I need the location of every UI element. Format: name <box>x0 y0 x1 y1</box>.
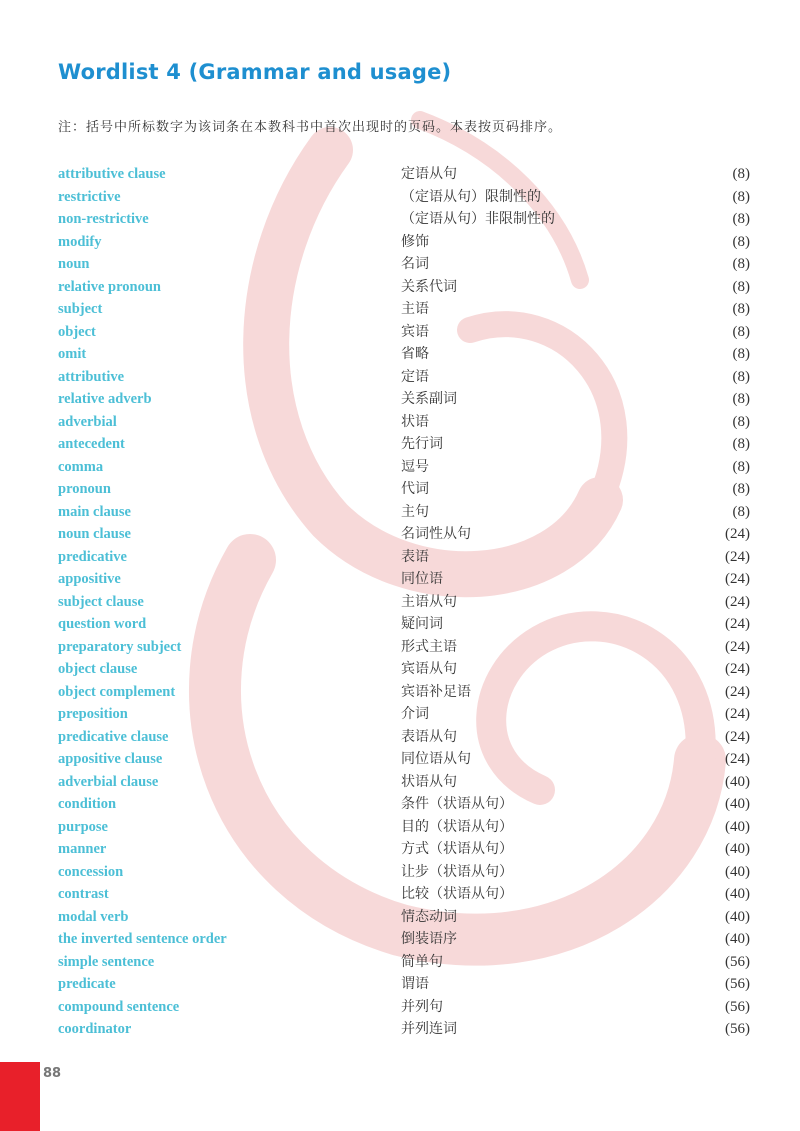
wordlist-row <box>58 681 750 704</box>
term-english: noun clause <box>58 526 131 542</box>
term-english: attributive clause <box>58 166 166 182</box>
term-chinese: 状语从句 <box>401 773 457 790</box>
wordlist-row <box>58 703 750 726</box>
wordlist-row <box>58 906 750 929</box>
wordlist-row <box>58 366 750 389</box>
wordlist-row <box>58 928 750 951</box>
term-page: (56) <box>725 998 750 1015</box>
term-english: adverbial <box>58 413 117 430</box>
page-number: 88 <box>43 1066 62 1081</box>
term-page: (8) <box>732 503 750 520</box>
term-page: (24) <box>725 706 750 722</box>
term-english: purpose <box>58 818 108 835</box>
term-page: (8) <box>732 256 750 272</box>
term-chinese: 名词 <box>401 256 429 272</box>
term-page: (8) <box>732 166 750 182</box>
term-page: (24) <box>725 593 750 610</box>
term-english: attributive <box>58 368 125 385</box>
term-english: pronoun <box>58 481 111 497</box>
term-chinese: 疑问词 <box>401 616 443 632</box>
wordlist-row <box>58 433 750 456</box>
wordlist-row <box>58 816 750 839</box>
wordlist-row <box>58 276 750 299</box>
term-chinese: 名词性从句 <box>401 526 471 542</box>
term-chinese: 简单句 <box>401 953 443 970</box>
term-chinese: 并列句 <box>401 998 443 1015</box>
term-page: (8) <box>732 301 750 317</box>
term-page: (24) <box>725 683 750 700</box>
term-english: predicative <box>58 548 127 565</box>
wordlist-row <box>58 771 750 794</box>
term-english: adverbial clause <box>58 773 159 790</box>
term-english: contrast <box>58 886 109 902</box>
term-english: object complement <box>58 683 176 700</box>
wordlist-row <box>58 321 750 344</box>
term-chinese: 代词 <box>401 481 429 497</box>
term-chinese: 表语从句 <box>401 728 457 745</box>
term-page: (24) <box>725 661 750 677</box>
term-page: (8) <box>732 391 750 407</box>
term-chinese: 形式主语 <box>401 638 457 655</box>
term-chinese: 同位语从句 <box>401 751 471 767</box>
term-chinese: 目的（状语从句） <box>401 818 513 835</box>
term-page: (56) <box>725 976 750 992</box>
term-chinese: 修饰 <box>401 233 429 250</box>
term-chinese: 省略 <box>401 346 429 362</box>
wordlist-row <box>58 793 750 816</box>
term-english: preparatory subject <box>58 638 182 655</box>
term-english: compound sentence <box>58 998 180 1015</box>
term-english: non-restrictive <box>58 211 149 227</box>
term-chinese: 表语 <box>401 548 429 565</box>
term-english: simple sentence <box>58 953 155 970</box>
term-chinese: 并列连词 <box>401 1021 457 1037</box>
term-english: question word <box>58 616 147 632</box>
wordlist-row <box>58 636 750 659</box>
term-chinese: 介词 <box>401 706 429 722</box>
term-page: (8) <box>732 481 750 497</box>
term-page: (24) <box>725 548 750 565</box>
term-english: subject clause <box>58 593 144 610</box>
term-english: object <box>58 323 96 340</box>
term-english: relative pronoun <box>58 278 161 295</box>
term-chinese: （定语从句）非限制性的 <box>401 211 555 227</box>
wordlist-row <box>58 838 750 861</box>
wordlist-row <box>58 591 750 614</box>
term-page: (24) <box>725 571 750 587</box>
wordlist-row <box>58 951 750 974</box>
term-english: noun <box>58 256 90 272</box>
term-english: modify <box>58 233 102 250</box>
term-chinese: 倒装语序 <box>401 931 457 947</box>
table-note: 注：括号中所标数字为该词条在本教科书中首次出现时的页码。本表按页码排序。 <box>58 120 563 135</box>
wordlist-row <box>58 501 750 524</box>
term-page: (8) <box>732 458 750 475</box>
term-page: (24) <box>725 526 750 542</box>
wordlist-row <box>58 658 750 681</box>
term-page: (40) <box>725 796 750 812</box>
term-chinese: 定语 <box>401 368 429 385</box>
term-page: (8) <box>732 211 750 227</box>
wordlist-row <box>58 996 750 1019</box>
term-page: (40) <box>725 841 750 857</box>
term-chinese: 定语从句 <box>401 166 457 182</box>
term-chinese: 状语 <box>401 413 429 430</box>
term-english: condition <box>58 796 117 812</box>
term-page: (40) <box>725 818 750 835</box>
term-english: omit <box>58 346 87 362</box>
term-page: (8) <box>732 188 750 205</box>
term-page: (24) <box>725 616 750 632</box>
wordlist-row <box>58 163 750 186</box>
wordlist-row <box>58 208 750 231</box>
term-english: comma <box>58 458 104 475</box>
term-english: subject <box>58 301 103 317</box>
term-page: (8) <box>732 346 750 362</box>
term-page: (40) <box>725 908 750 925</box>
term-chinese: 同位语 <box>401 571 443 587</box>
term-chinese: 关系副词 <box>401 391 457 407</box>
term-english: main clause <box>58 503 131 520</box>
page-corner-tab <box>0 1062 40 1131</box>
term-chinese: 主语从句 <box>401 593 457 610</box>
term-page: (40) <box>725 931 750 947</box>
term-english: predicate <box>58 976 116 992</box>
term-english: predicative clause <box>58 728 169 745</box>
wordlist-table <box>58 163 750 1041</box>
term-chinese: 谓语 <box>401 976 429 992</box>
term-chinese: 宾语 <box>401 323 429 340</box>
term-chinese: 方式（状语从句） <box>401 841 513 857</box>
wordlist-row <box>58 186 750 209</box>
term-english: antecedent <box>58 436 125 452</box>
term-chinese: 让步（状语从句） <box>401 863 513 880</box>
term-english: modal verb <box>58 908 129 925</box>
term-english: the inverted sentence order <box>58 931 227 947</box>
wordlist-row <box>58 343 750 366</box>
term-english: coordinator <box>58 1021 132 1037</box>
term-page: (24) <box>725 638 750 655</box>
term-english: relative adverb <box>58 391 152 407</box>
term-chinese: 先行词 <box>401 436 443 452</box>
term-page: (8) <box>732 436 750 452</box>
term-page: (56) <box>725 1021 750 1037</box>
term-page: (24) <box>725 728 750 745</box>
wordlist-row <box>58 1018 750 1041</box>
term-page: (40) <box>725 886 750 902</box>
wordlist-row <box>58 861 750 884</box>
wordlist-row <box>58 546 750 569</box>
term-english: object clause <box>58 661 138 677</box>
wordlist-row <box>58 523 750 546</box>
wordlist-row <box>58 456 750 479</box>
term-chinese: 逗号 <box>401 458 429 475</box>
term-page: (8) <box>732 233 750 250</box>
wordlist-row <box>58 231 750 254</box>
wordlist-row <box>58 411 750 434</box>
page-title: Wordlist 4 (Grammar and usage) <box>58 60 452 84</box>
term-english: preposition <box>58 706 128 722</box>
wordlist-row <box>58 726 750 749</box>
term-chinese: 主语 <box>401 301 429 317</box>
term-page: (8) <box>732 278 750 295</box>
wordlist-row <box>58 388 750 411</box>
wordlist-row <box>58 613 750 636</box>
term-page: (8) <box>732 413 750 430</box>
wordlist-row <box>58 883 750 906</box>
term-chinese: 关系代词 <box>401 278 457 295</box>
term-page: (40) <box>725 863 750 880</box>
term-english: appositive clause <box>58 751 163 767</box>
term-chinese: （定语从句）限制性的 <box>401 188 541 205</box>
term-page: (40) <box>725 773 750 790</box>
term-page: (56) <box>725 953 750 970</box>
term-chinese: 比较（状语从句） <box>401 886 513 902</box>
term-page: (8) <box>732 368 750 385</box>
wordlist-row <box>58 568 750 591</box>
term-english: concession <box>58 863 124 880</box>
wordlist-row <box>58 298 750 321</box>
wordlist-row <box>58 253 750 276</box>
term-english: manner <box>58 841 107 857</box>
term-english: appositive <box>58 571 121 587</box>
wordlist-row <box>58 748 750 771</box>
term-english: restrictive <box>58 188 121 205</box>
term-page: (24) <box>725 751 750 767</box>
term-chinese: 情态动词 <box>401 908 457 925</box>
term-chinese: 条件（状语从句） <box>401 796 513 812</box>
wordlist-row <box>58 973 750 996</box>
term-chinese: 主句 <box>401 503 429 520</box>
term-chinese: 宾语补足语 <box>401 683 471 700</box>
wordlist-row <box>58 478 750 501</box>
term-page: (8) <box>732 323 750 340</box>
term-chinese: 宾语从句 <box>401 661 457 677</box>
